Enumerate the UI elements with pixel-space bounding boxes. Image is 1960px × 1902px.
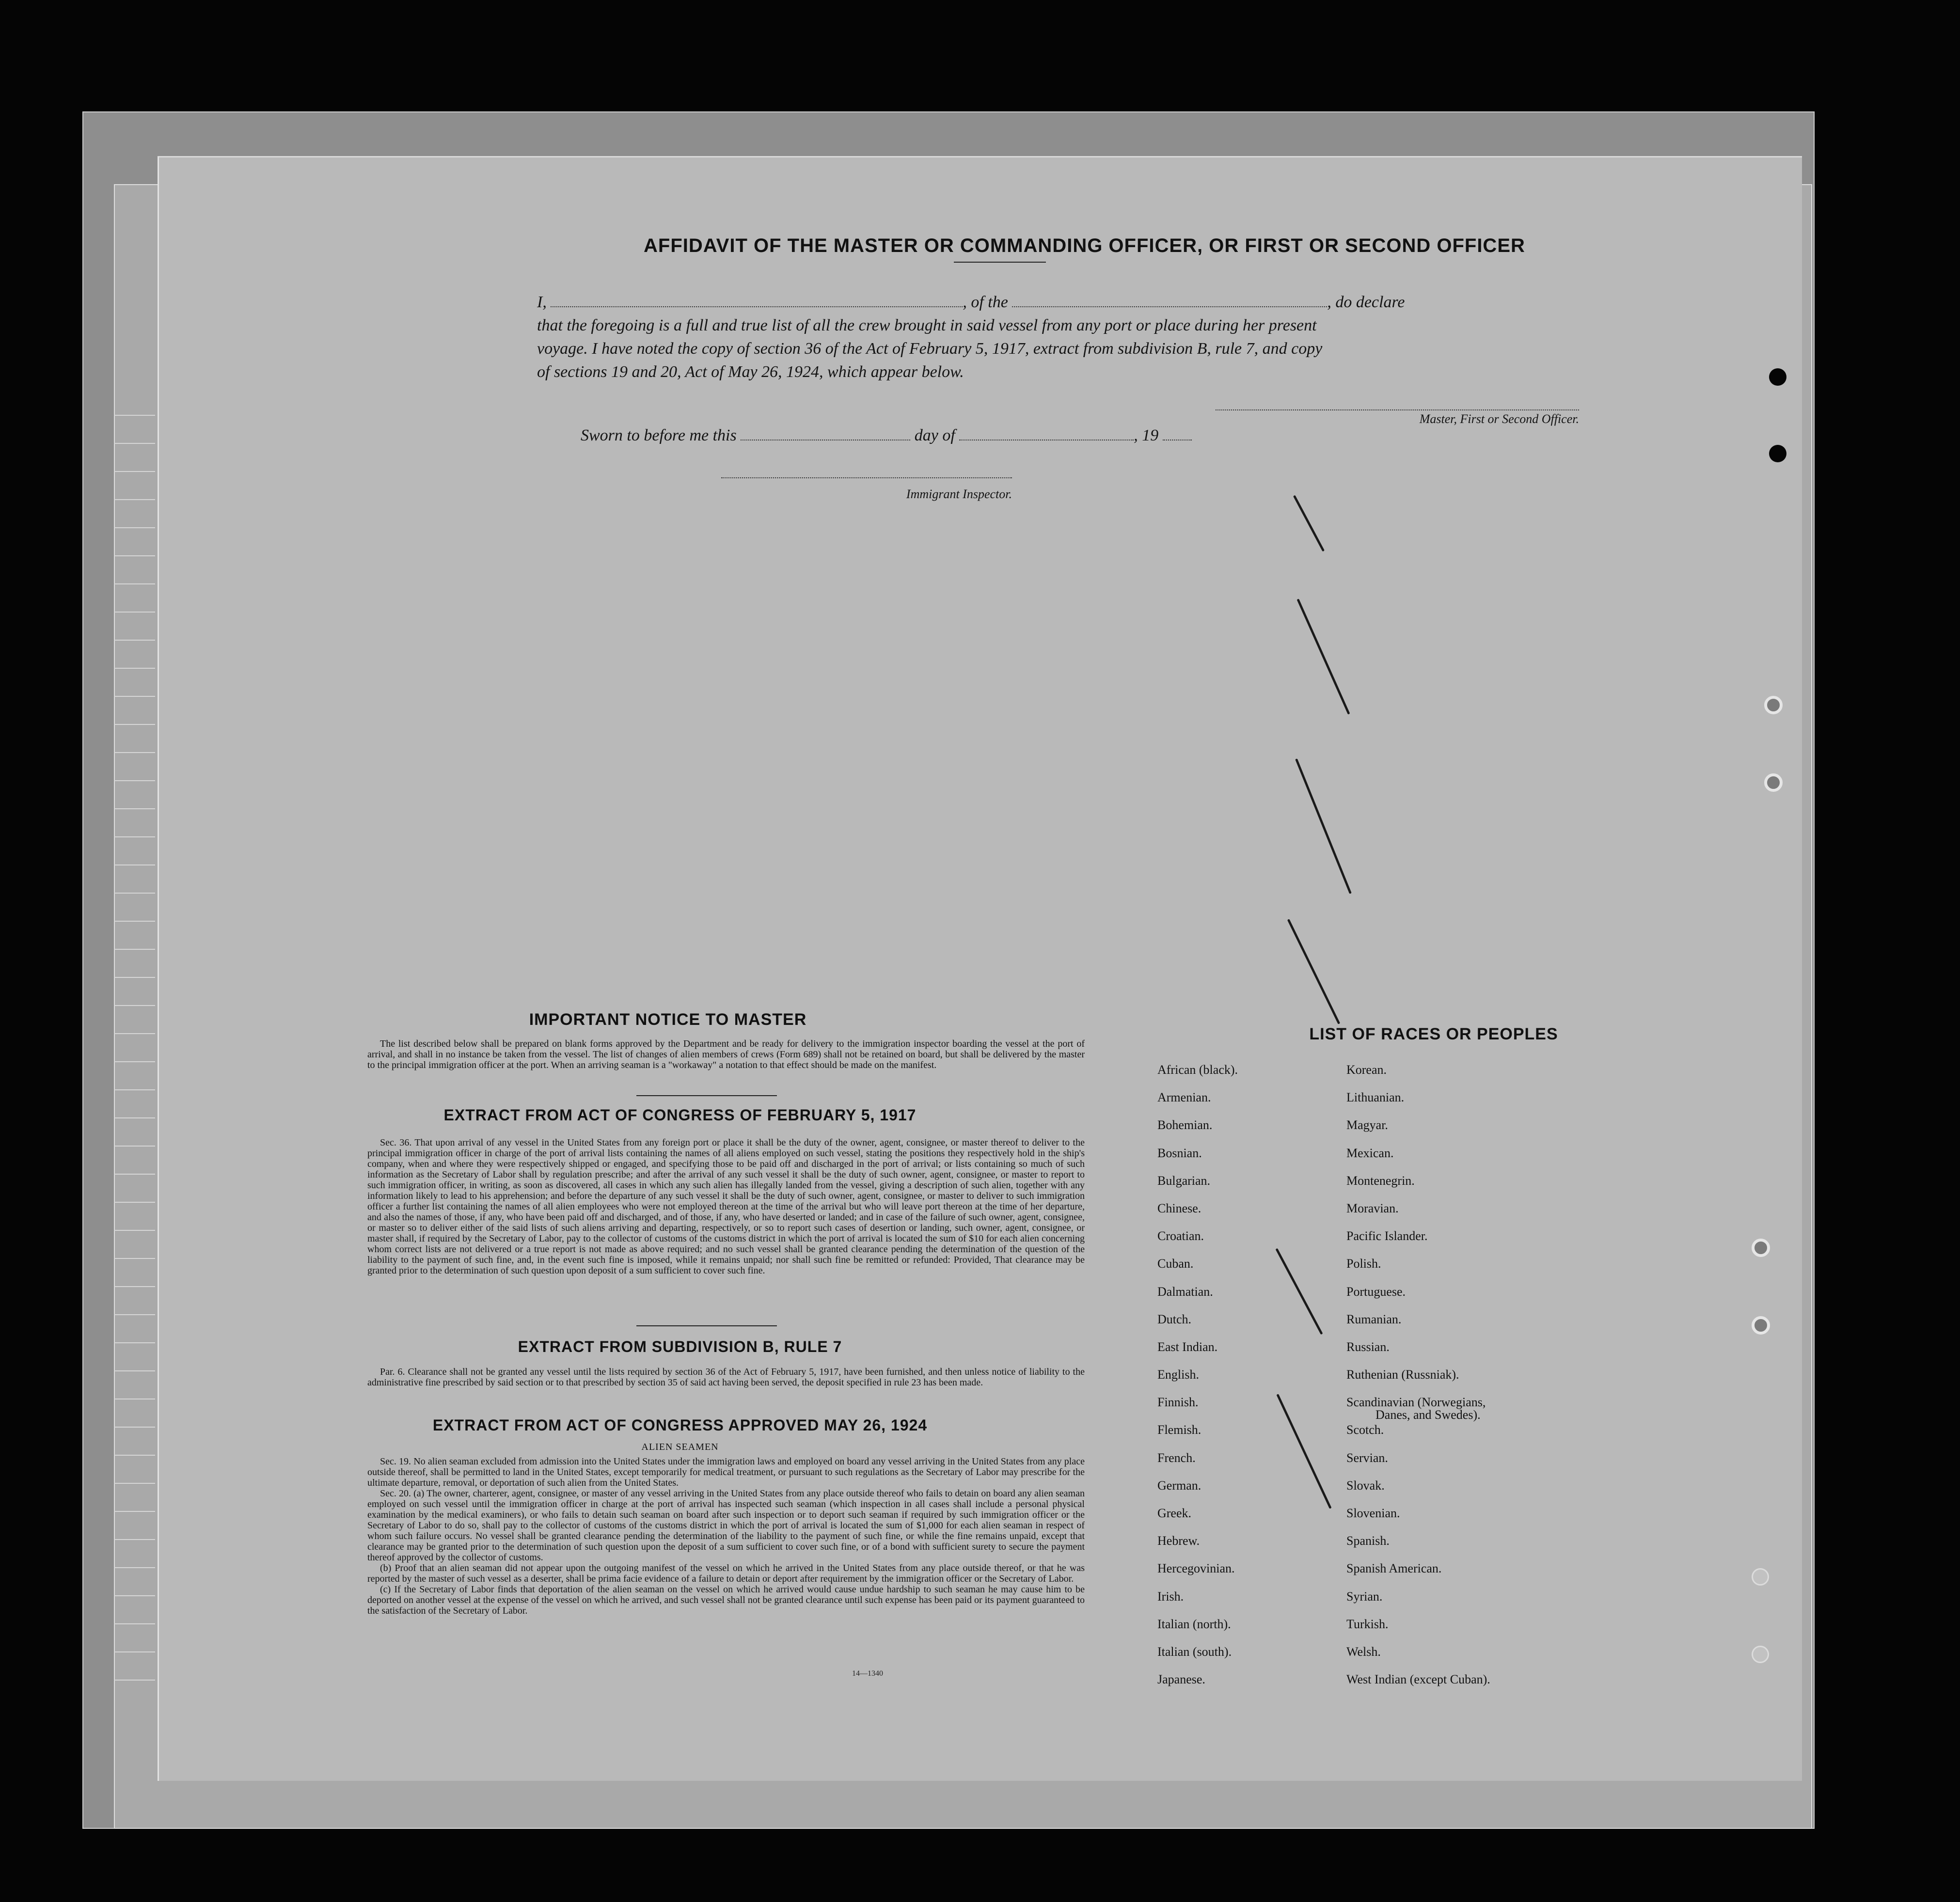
binder-hole [1752, 1239, 1770, 1257]
sworn-text: Sworn to before me this [581, 426, 737, 444]
rule7-body [367, 1367, 1085, 1388]
notice-paragraph: The list described below shall be prepared on blank forms approved by the Department and be ready for delivery to the immigration inspector boarding the vessel at the port of arrival, and shall in no instance be taken from the vessel. The list of changes of alien members of crews (Form 689) shall not be retained on board, but shall be delivered by the master to the principal immigration officer at the port. When an arriving seaman is a "workaway" a notation to that effect should be made on the manifest. [367, 1038, 1085, 1070]
sec20b-paragraph: (b) Proof that an alien seaman did not appear upon the outgoing manifest of the vessel on which he arrived in the United States from any place outside thereof, or that he was reported by the master of such vessel as a deserter, shall be prima facie evidence of a failure to detain or deport after requirement by the immigration officer or the Secretary of Labor. [367, 1563, 1085, 1584]
handwritten-mark [1296, 598, 1350, 715]
sworn-line [581, 426, 1192, 445]
binder-hole [1752, 1316, 1770, 1335]
races-heading: LIST OF RACES OR PEOPLES [1309, 1025, 1558, 1043]
race-item: Japanese. [1157, 1672, 1205, 1687]
race-item: Bohemian. [1157, 1118, 1213, 1132]
race-item: English. [1157, 1368, 1199, 1382]
affidavit-i: I, [537, 293, 547, 311]
race-item: Italian (north). [1157, 1617, 1231, 1631]
race-item: Flemish. [1157, 1423, 1201, 1437]
race-item: Polish. [1346, 1257, 1381, 1271]
race-item: Scotch. [1346, 1423, 1384, 1437]
notice-heading: IMPORTANT NOTICE TO MASTER [529, 1010, 807, 1029]
race-item: Chinese. [1157, 1201, 1201, 1215]
race-item: Russian. [1346, 1339, 1390, 1354]
handwritten-mark [1293, 495, 1325, 551]
vessel-blank [1012, 295, 1327, 307]
binder-hole [1752, 1568, 1769, 1586]
race-item: Slovenian. [1346, 1506, 1400, 1520]
race-item: Hebrew. [1157, 1534, 1200, 1548]
notice-body [367, 1038, 1085, 1070]
binder-hole [1764, 773, 1783, 792]
races-right-column [1346, 1063, 1490, 1700]
race-item: West Indian (except Cuban). [1346, 1672, 1490, 1687]
race-item: Scandinavian (Norwegians, [1346, 1395, 1486, 1410]
sec20a-paragraph: Sec. 20. (a) The owner, charterer, agent, consignee, or master of any vessel arriving in the United States from any place outside thereof who fails to detain on board any alien seaman employed on such vessel until the immigration officer in charge at the port of arrival has inspected such seaman (which inspection in all cases shall include a personal physical examination by the medical examiners), or who fails to detain such seaman on board after such inspection or to deport such seaman if required by such immigration officer or the Secretary of Labor to do so, shall pay to the collector of customs of the customs district in which the port of arrival is located the sum of $1,000 for each alien seaman in respect of whom such failure occurs. No vessel shall be granted clearance pending the determination of the liability to the payment of such fine, or while the fine remains unpaid, except that clearance may be granted prior to the determination of such question upon the deposit of a sum sufficient to cover such fine, or of a bond with sufficient surety to secure the payment thereof approved by the collector of customs. [367, 1488, 1085, 1563]
handwritten-mark [1287, 919, 1341, 1024]
affidavit-do-declare: , do declare [1327, 293, 1405, 311]
race-item: Spanish. [1346, 1534, 1390, 1548]
binder-hole [1752, 1646, 1769, 1663]
section-rule [636, 1095, 777, 1096]
race-item: Bosnian. [1157, 1146, 1202, 1160]
race-item: Hercegovinian. [1157, 1561, 1235, 1576]
sworn-month-blank [959, 428, 1134, 440]
race-item: Finnish. [1157, 1395, 1199, 1410]
races-left-column [1157, 1063, 1238, 1700]
race-item: Greek. [1157, 1506, 1192, 1520]
name-blank [551, 295, 963, 307]
race-item: Montenegrin. [1346, 1173, 1415, 1188]
race-item: Lithuanian. [1346, 1090, 1405, 1105]
race-item: Armenian. [1157, 1090, 1211, 1105]
race-item: Spanish American. [1346, 1561, 1442, 1576]
extract-1924-heading: EXTRACT FROM ACT OF CONGRESS APPROVED MAY 26, 1924 [432, 1416, 928, 1434]
race-item: Turkish. [1346, 1617, 1389, 1631]
inspector-caption: Immigrant Inspector. [906, 487, 1012, 501]
race-item: Dalmatian. [1157, 1284, 1213, 1299]
master-signature-caption: Master, First or Second Officer. [1419, 412, 1579, 426]
handwritten-mark [1276, 1394, 1331, 1509]
race-item: Welsh. [1346, 1644, 1381, 1659]
race-item: Croatian. [1157, 1229, 1204, 1243]
race-item: Pacific Islander. [1346, 1229, 1428, 1243]
race-item: Dutch. [1157, 1312, 1192, 1326]
rule7-heading: EXTRACT FROM SUBDIVISION B, RULE 7 [518, 1338, 842, 1355]
affidavit-line-4: of sections 19 and 20, Act of May 26, 1924, which appear below. [537, 363, 964, 381]
race-item: Rumanian. [1346, 1312, 1402, 1326]
sworn-year-blank [1163, 428, 1192, 440]
race-item: African (black). [1157, 1063, 1238, 1077]
binder-hole [1769, 445, 1786, 462]
race-item: Irish. [1157, 1589, 1184, 1603]
affidavit-line-1 [537, 291, 1628, 314]
heading-rule [954, 262, 1046, 263]
race-item: East Indian. [1157, 1339, 1218, 1354]
handwritten-mark [1275, 1248, 1323, 1335]
rule7-paragraph: Par. 6. Clearance shall not be granted any vessel until the lists required by section 36 of the Act of February 5, 1917, have been furnished, and then unless notice of liability to the administrative fine prescribed by said section or to that prescribed by section 35 of said act having been served, the deposit specified in rule 23 has been made. [367, 1367, 1085, 1388]
master-signature-line [1216, 409, 1579, 410]
section-rule [636, 1325, 777, 1326]
alien-seamen-subheading: ALIEN SEAMEN [641, 1442, 719, 1452]
form-number: 14—1340 [852, 1669, 883, 1678]
sworn-day-blank [741, 428, 910, 440]
affidavit-line-2: that the foregoing is a full and true list of all the crew brought in said vessel from any port or place during her present [537, 316, 1317, 334]
affidavit-text [537, 291, 1628, 384]
race-item: Cuban. [1157, 1257, 1194, 1271]
race-item: Korean. [1346, 1063, 1387, 1077]
sec20c-paragraph: (c) If the Secretary of Labor finds that deportation of the alien seaman on the vessel on which he arrived would cause undue hardship to such seaman he may cause him to be deported on another vessel at the expense of the vessel on which he arrived, and such vessel shall not be granted clearance until such expense has been paid or its payment guaranteed to the satisfaction of the Secretary of Labor. [367, 1584, 1085, 1616]
extract-1917-body [367, 1137, 1085, 1276]
affidavit-heading: AFFIDAVIT OF THE MASTER OR COMMANDING OFFICER, OR FIRST OR SECOND OFFICER [644, 235, 1525, 256]
race-item: Slovak. [1346, 1478, 1385, 1493]
race-item: German. [1157, 1478, 1201, 1493]
race-item: Ruthenian (Russniak). [1346, 1368, 1459, 1382]
ruled-margin [114, 388, 155, 1696]
race-item: Italian (south). [1157, 1644, 1232, 1659]
affidavit-line-3: voyage. I have noted the copy of section 36 of the Act of February 5, 1917, extract from subdivision B, rule 7, and copy [537, 340, 1323, 358]
affidavit-of-the: , of the [963, 293, 1008, 311]
extract-1917-heading: EXTRACT FROM ACT OF CONGRESS OF FEBRUARY 5, 1917 [443, 1106, 917, 1124]
sec19-paragraph: Sec. 19. No alien seaman excluded from admission into the United States under the immigration laws and employed on board any vessel arriving in the United States from any place outside thereof, shall be permitted to land in the United States, except temporarily for medical treatment, or pursuant to such regulations as the Secretary of Labor may prescribe for the ultimate departure, removal, or deportation of such alien from the United States. [367, 1456, 1085, 1488]
extract-1924-body [367, 1456, 1085, 1616]
race-item: Danes, and Swedes). [1375, 1408, 1481, 1422]
race-item: Magyar. [1346, 1118, 1388, 1132]
binder-hole [1769, 368, 1786, 386]
sworn-year-prefix: , 19 [1134, 426, 1159, 444]
race-item: Moravian. [1346, 1201, 1399, 1215]
race-item: Portuguese. [1346, 1284, 1406, 1299]
handwritten-mark [1295, 758, 1352, 894]
race-item: Servian. [1346, 1450, 1388, 1465]
inspector-signature-line [721, 477, 1012, 478]
binder-hole [1764, 696, 1783, 714]
extract-1917-paragraph: Sec. 36. That upon arrival of any vessel in the United States from any foreign port or place it shall be the duty of the owner, agent, consignee, or master thereof to deliver to the principal immigration officer in charge of the port of arrival lists containing the names of all aliens employed on such vessel, stating the positions they respectively hold in the ship's company, when and where they were respectively shipped or engaged, and specifying those to be paid off and discharged in the port of arrival; or lists containing so much of such information as the Secretary of Labor shall by regulation prescribe; and after the arrival of any such vessel it shall be the duty of such owner, agent, consignee, or master to report to such immigration officer, in writing, as soon as discovered, all cases in which any such alien has illegally landed from the vessel, giving a description of such alien, together with any information likely to lead to his apprehension; and before the departure of any such vessel it shall be the duty of such owner, agent, consignee, or master to deliver to such immigration officer a further list containing the names of all alien employees who were not employed thereon at the time of the arrival but who will leave port thereon at the time of her departure, and also the names of those, if any, who have been paid off and discharged, and of those, if any, who have deserted or landed; and in case of the failure of such owner, agent, consignee, or master so to deliver either of the said lists of such aliens arriving and departing, respectively, or so to report such cases of desertion or landing, such owner, agent, consignee, or master shall, if required by the Secretary of Labor, pay to the collector of customs of the customs district in which the port of arrival is located the sum of $10 for each alien concerning whom correct lists are not delivered or a true report is not made as above required; and no such vessel shall be granted clearance pending the determination of the question of the liability to the payment of such fine, and, in the event such fine is imposed, while it remains unpaid; nor shall such fine be remitted or refunded: Provided, That clearance may be granted prior to the determination of such question upon deposit of a sum sufficient to cover such fine. [367, 1137, 1085, 1276]
race-item: French. [1157, 1450, 1196, 1465]
sworn-day-of: day of [914, 426, 955, 444]
race-item: Syrian. [1346, 1589, 1383, 1603]
race-item: Mexican. [1346, 1146, 1394, 1160]
race-item: Bulgarian. [1157, 1173, 1211, 1188]
document-page [158, 156, 1802, 1781]
